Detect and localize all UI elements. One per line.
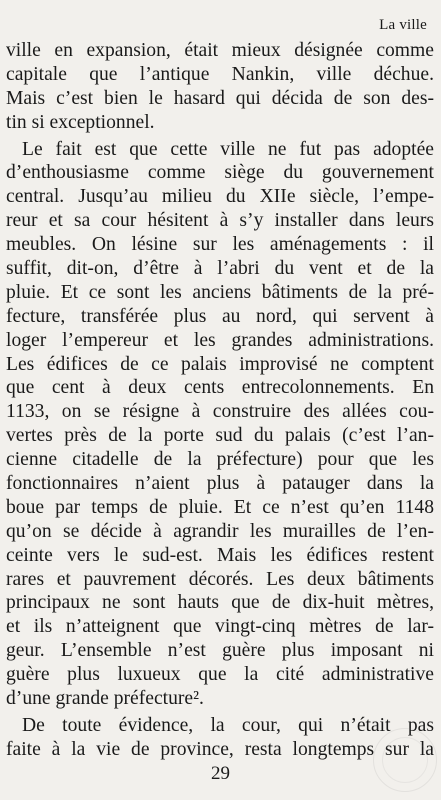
text-line: De toute évidence, la cour, qui n’était pas: [22, 714, 434, 736]
page-number: 29: [211, 763, 230, 784]
text-line: loger l’empereur et les grandes administrations.: [6, 329, 434, 351]
text-line: guère plus luxueux que la cité administrative: [6, 664, 434, 686]
text-line: central. Jusqu’au milieu du XIIe siècle, l’empe-: [6, 186, 434, 208]
text-line: fonctionnaires n’aient plus à patauger dans la: [6, 473, 434, 495]
body-text: [6, 39, 434, 762]
text-line: rares et pauvrement décorés. Les deux bâtiments: [6, 568, 434, 590]
text-line: cienne citadelle de la préfecture) pour que les: [6, 449, 434, 471]
text-line: faite à la vie de province, resta longtemps sur la: [6, 738, 434, 760]
text-line: Le fait est que cette ville ne fut pas adoptée: [22, 138, 434, 160]
text-line: ceinte vers le sud-est. Mais les édifices restent: [6, 544, 434, 566]
text-line: suffit, dit-on, d’être à l’abri du vent et de la: [6, 258, 434, 280]
text-line: boue par temps de pluie. Et ce n’est qu’en 1148: [6, 496, 434, 518]
text-line: Mais c’est bien le hasard qui décida de son des-: [6, 87, 434, 109]
text-line: principaux ne sont hauts que de dix-huit mètres,: [6, 592, 434, 614]
text-line: d’enthousiasme comme siège du gouvernement: [6, 162, 434, 184]
text-line: capitale que l’antique Nankin, ville déchue.: [6, 63, 434, 85]
text-line: qu’on se décide à agrandir les murailles de l’en-: [6, 520, 434, 542]
text-line: tin si exceptionnel.: [6, 111, 155, 133]
text-line: vertes près de la porte sud du palais (c’est l’an-: [6, 425, 434, 447]
text-line: d’une grande préfecture².: [6, 688, 204, 710]
text-line: reur et sa cour hésitent à s’y installer dans leurs: [6, 210, 434, 232]
text-line: geur. L’ensemble n’est guère plus imposant ni: [6, 640, 434, 662]
text-line: fecture, transférée plus au nord, qui servent à: [6, 305, 434, 327]
text-line: ville en expansion, était mieux désignée comme: [6, 40, 434, 61]
text-line: pluie. Et ce sont les anciens bâtiments de la pré-: [6, 281, 434, 303]
library-stamp: [373, 728, 437, 792]
text-line: meubles. On lésine sur les aménagements : il: [6, 234, 434, 256]
running-head: La ville: [379, 17, 427, 33]
text-line: Les édifices de ce palais improvisé ne comptent: [6, 353, 434, 375]
text-line: et ils n’atteignent que vingt-cinq mètres de lar-: [6, 616, 434, 638]
text-line: que cent à deux cents entrecolonnements. En: [6, 377, 434, 399]
text-line: 1133, on se résigne à construire des allées cou-: [6, 401, 434, 423]
